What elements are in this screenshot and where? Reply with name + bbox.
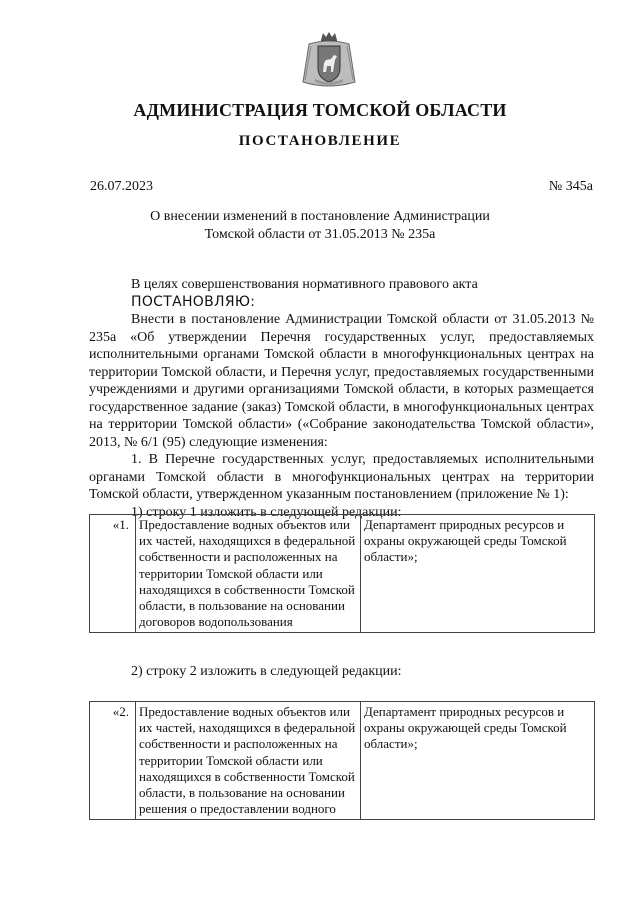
subject-line-1: О внесении изменений в постановление Администрации <box>150 209 490 224</box>
agency-cell: Департамент природных ресурсов и охраны окружающей среды Томской области»; <box>361 515 595 633</box>
tomsk-coat-of-arms-icon <box>301 30 357 90</box>
row-number: «1. <box>90 515 136 633</box>
service-row-table-1 <box>89 514 595 633</box>
row-number: «2. <box>90 702 136 820</box>
list-amendment-paragraph: 1. В Перечне государственных услуг, предоставляемых исполнительными органами Томской области в многофункциональных центрах на территории Томской области, утвержденном указанным постановлением (приложение № 1): <box>89 452 594 502</box>
service-name-cell: Предоставление водных объектов или их частей, находящихся в федеральной собственности и расположенных на территории Томской области или находящихся в собственности Томской области, в пользование на основании решения о предоставлении водного <box>136 702 361 820</box>
table-row <box>90 702 595 820</box>
document-type: ПОСТАНОВЛЕНИЕ <box>238 133 402 149</box>
amendment-paragraph: Внести в постановление Администрации Томской области от 31.05.2013 № 235а «Об утверждении Перечня государственных услуг, предоставляемых исполнительными органами Томской области в многофункциональных центрах на территории Томской области, и Перечня услуг, предоставляемых государственными учреждениями и другими организациями Томской области, в которых размещается государственное задание (заказ) Томской области, в многофункциональных центрах на территории Томской области» («Собрание законодательства Томской области», 2013, № 6/1 (95) следующие изменения: <box>89 312 594 450</box>
service-name-cell: Предоставление водных объектов или их частей, находящихся в федеральной собственности и расположенных на территории Томской области или находящихся в собственности Томской области, в пользование на основании договоров водопользования <box>136 515 361 633</box>
item-1-instruction: 1) строку 1 изложить в следующей редакции: <box>131 504 402 520</box>
subject-line-2: Томской области от 31.05.2013 № 235а <box>204 227 436 242</box>
document-date: 26.07.2023 <box>90 179 153 194</box>
document-subject <box>0 208 640 244</box>
document-number: № 345а <box>548 179 593 194</box>
service-row-table-2 <box>89 701 595 820</box>
table-row <box>90 515 595 633</box>
document-body <box>89 276 594 521</box>
decree-word: ПОСТАНОВЛЯЮ: <box>131 293 256 310</box>
purpose-paragraph: В целях совершенствования нормативного правового акта <box>131 277 478 292</box>
item-2-instruction: 2) строку 2 изложить в следующей редакции: <box>131 664 402 679</box>
agency-cell: Департамент природных ресурсов и охраны окружающей среды Томской области»; <box>361 702 595 820</box>
organization-title: АДМИНИСТРАЦИЯ ТОМСКОЙ ОБЛАСТИ <box>133 100 507 120</box>
